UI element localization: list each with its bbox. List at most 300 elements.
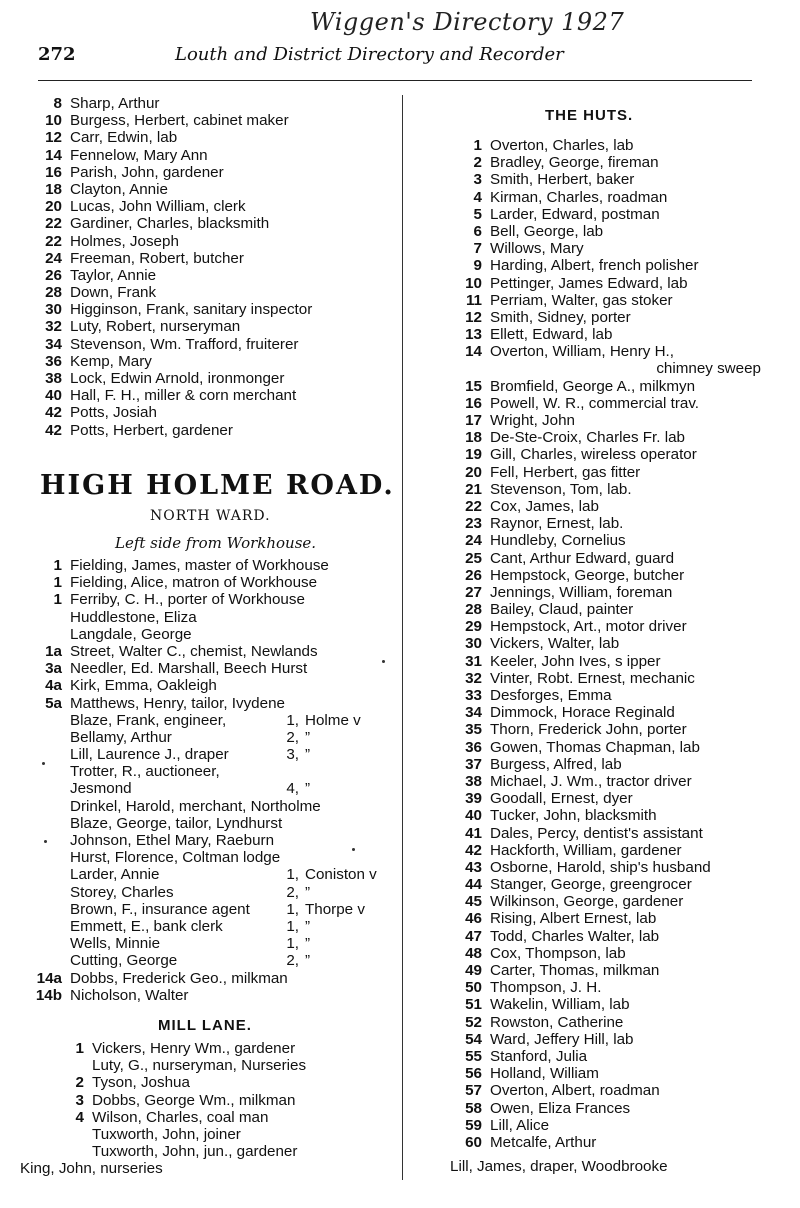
resident-name: Emmett, E., bank clerk (70, 917, 223, 935)
directory-entry (450, 309, 765, 326)
house-number: 45 (465, 893, 482, 911)
resident-name: Vinter, Robt. Ernest, mechanic (490, 669, 695, 687)
directory-entry (28, 832, 383, 849)
directory-entry (28, 918, 383, 935)
resident-name: Pettinger, James Edward, lab (490, 274, 688, 292)
house-number (28, 729, 70, 746)
directory-entry (450, 825, 765, 842)
directory-entry (28, 301, 388, 318)
resident-name: De-Ste-Croix, Charles Fr. lab (490, 429, 685, 447)
resident-name: Vickers, Henry Wm., gardener (92, 1040, 296, 1057)
header-rule (38, 80, 752, 81)
house-number: 20 (45, 198, 62, 216)
house-number: 16 (465, 394, 482, 412)
house-number: 2 (473, 154, 482, 172)
directory-entry (50, 1040, 390, 1057)
resident-with-house (70, 952, 383, 969)
resident-name: Ferriby, C. H., porter of Workhouse (70, 591, 305, 609)
resident-name: Stevenson, Tom, lab. (490, 480, 632, 498)
house-number (28, 918, 70, 935)
house-number (28, 746, 70, 763)
villa-name: Coniston v (305, 866, 377, 884)
house-number (28, 763, 70, 780)
house-number: 37 (465, 755, 482, 773)
house-number: 32 (465, 669, 482, 687)
directory-entry (28, 849, 383, 866)
resident-name: Hempstock, Art., motor driver (490, 618, 687, 636)
house-number: 21 (465, 480, 482, 498)
villa-number: 1, (286, 917, 299, 935)
print-speck (44, 840, 47, 843)
resident-name: Owen, Eliza Frances (490, 1099, 631, 1117)
house-number: 34 (465, 704, 482, 722)
directory-entry (450, 773, 765, 790)
resident-name: Tuxworth, John, jun., gardener (92, 1143, 298, 1161)
resident-name: Brown, F., insurance agent (70, 900, 250, 918)
directory-entry (450, 240, 765, 257)
directory-entry (450, 137, 765, 154)
directory-entry (28, 250, 388, 267)
print-speck (382, 660, 385, 663)
directory-entry (28, 215, 388, 232)
house-number: 52 (465, 1013, 482, 1031)
directory-entry (450, 618, 765, 635)
directory-entry (28, 609, 383, 626)
directory-entry (28, 798, 383, 815)
directory-entry (28, 763, 383, 780)
house-number (28, 901, 70, 918)
house-number: 7 (473, 240, 482, 258)
directory-entry (450, 670, 765, 687)
resident-name: Street, Walter C., chemist, Newlands (70, 642, 318, 660)
directory-entry (28, 574, 383, 591)
resident-name: Trotter, R., auctioneer, (70, 763, 220, 781)
house-number: 17 (465, 412, 482, 429)
resident-name: Wakelin, William, lab (490, 996, 630, 1014)
house-number: 19 (465, 446, 482, 464)
directory-entry (450, 343, 765, 360)
house-number (50, 1126, 92, 1143)
villa-name: Thorpe v (305, 900, 365, 918)
the-huts-last-entry: Lill, James, draper, Woodbrooke (450, 1158, 668, 1175)
resident-name: Overton, Charles, lab (490, 137, 634, 154)
directory-entry (28, 815, 383, 832)
house-number: 25 (465, 549, 482, 567)
directory-entry (450, 360, 765, 377)
villa-number: 1, (286, 900, 299, 918)
house-number: 1 (53, 574, 62, 592)
section-title-mill-lane: MILL LANE. (158, 1017, 252, 1034)
directory-entry (28, 112, 388, 129)
house-number: 38 (45, 370, 62, 387)
directory-entry (450, 223, 765, 240)
directory-entry (28, 164, 388, 181)
print-speck (352, 848, 355, 851)
section-title-the-huts: THE HUTS. (545, 107, 634, 124)
page-number: 272 (38, 44, 76, 65)
directory-entry (28, 677, 383, 694)
directory-entry (450, 257, 765, 274)
house-number: 2 (75, 1074, 84, 1092)
directory-entry (28, 729, 383, 746)
resident-name: Michael, J. Wm., tractor driver (490, 772, 692, 790)
directory-entry (450, 962, 765, 979)
directory-entry (28, 198, 388, 215)
resident-name: Down, Frank (70, 284, 157, 302)
resident-name: Lill, Laurence J., draper (70, 746, 229, 764)
resident-name: Lucas, John William, clerk (70, 198, 246, 216)
directory-entry (450, 292, 765, 309)
directory-entry (28, 780, 383, 797)
resident-name: Gill, Charles, wireless operator (490, 446, 697, 464)
directory-entry (450, 1134, 765, 1151)
house-number: 36 (465, 738, 482, 756)
resident-name: Stevenson, Wm. Trafford, fruiterer (70, 335, 299, 353)
resident-name: Hall, F. H., miller & corn merchant (70, 387, 297, 405)
resident-name: Fielding, James, master of Workhouse (70, 557, 329, 574)
villa-name: ” (305, 935, 311, 953)
directory-entry (28, 422, 388, 439)
resident-name: Huddlestone, Eliza (70, 608, 197, 626)
villa-number: 2, (286, 883, 299, 901)
house-number: 14a (36, 969, 62, 987)
directory-entry (28, 95, 388, 112)
villa-number: 3, (286, 746, 299, 764)
house-number: 16 (45, 163, 62, 181)
resident-name: Burgess, Alfred, lab (490, 755, 622, 773)
house-number (450, 360, 490, 377)
house-number: 27 (465, 583, 482, 601)
villa-name: ” (305, 952, 311, 970)
directory-entry (28, 866, 383, 883)
directory-entry (450, 807, 765, 824)
resident-name: Jesmond (70, 780, 132, 798)
resident-name: Taylor, Annie (70, 266, 157, 284)
house-number: 40 (45, 387, 62, 405)
house-number: 10 (45, 112, 62, 130)
house-number: 8 (53, 95, 62, 112)
directory-entry (450, 378, 765, 395)
resident-name: Cox, Thompson, lab (490, 944, 626, 962)
resident-name: Fell, Herbert, gas fitter (490, 463, 641, 481)
directory-entry (28, 952, 383, 969)
house-number: 1 (473, 137, 482, 154)
directory-entry (28, 970, 383, 987)
house-number: 24 (45, 249, 62, 267)
house-number: 30 (45, 301, 62, 319)
resident-name: Vickers, Walter, lab (490, 635, 620, 653)
resident-name: Keeler, John Ives, s ipper (490, 652, 661, 670)
house-number (28, 609, 70, 626)
house-number: 34 (45, 335, 62, 353)
house-number: 28 (45, 284, 62, 302)
resident-name: Parish, John, gardener (70, 163, 224, 181)
villa-number: 2, (286, 952, 299, 970)
house-number: 30 (465, 635, 482, 653)
directory-entry (450, 635, 765, 652)
house-number: 9 (473, 257, 482, 275)
directory-entry (28, 267, 388, 284)
resident-name: Kirman, Charles, roadman (490, 188, 668, 206)
house-number: 3 (473, 171, 482, 189)
resident-name: Lill, Alice (490, 1116, 550, 1134)
house-number: 51 (465, 996, 482, 1014)
directory-entry (28, 591, 383, 608)
resident-name: Ward, Jeffery Hill, lab (490, 1030, 634, 1048)
directory-entry (450, 790, 765, 807)
house-number: 12 (465, 308, 482, 326)
villa-name: ” (305, 746, 311, 764)
house-number: 44 (465, 876, 482, 894)
house-number: 33 (465, 687, 482, 704)
house-number: 18 (45, 180, 62, 198)
directory-entry (450, 326, 765, 343)
directory-entry (450, 910, 765, 927)
resident-name: Hurst, Florence, Coltman lodge (70, 849, 281, 867)
directory-entry (28, 626, 383, 643)
house-number: 1 (53, 591, 62, 609)
resident-name: King, John, nurseries (20, 1160, 163, 1178)
house-number: 43 (465, 858, 482, 876)
directory-entry (450, 601, 765, 618)
resident-name: Clayton, Annie (70, 180, 168, 198)
house-number: 32 (45, 318, 62, 336)
villa-name: ” (305, 780, 311, 798)
house-number: 4 (75, 1108, 84, 1126)
house-number: 1 (75, 1040, 84, 1057)
directory-entry (28, 129, 388, 146)
directory-entry (450, 842, 765, 859)
directory-entry (450, 945, 765, 962)
resident-name: Wells, Minnie (70, 935, 161, 953)
directory-entry (450, 189, 765, 206)
resident-name: Higginson, Frank, sanitary inspector (70, 301, 313, 319)
resident-with-house (70, 935, 383, 952)
resident-name: Holland, William (490, 1065, 599, 1083)
directory-entry (450, 1100, 765, 1117)
directory-entry (450, 756, 765, 773)
directory-entry (450, 1082, 765, 1099)
resident-name: Stanger, George, greengrocer (490, 876, 692, 894)
directory-entry (450, 1014, 765, 1031)
house-number: 26 (465, 566, 482, 584)
house-number: 14 (45, 146, 62, 164)
directory-entry (28, 901, 383, 918)
running-head: Louth and District Directory and Recorder (175, 44, 564, 65)
house-number: 14 (465, 343, 482, 361)
section-title-high-holme-road: HIGH HOLME ROAD. (40, 470, 395, 501)
house-number: 22 (45, 215, 62, 233)
directory-entry (450, 532, 765, 549)
resident-name: Burgess, Herbert, cabinet maker (70, 112, 289, 130)
resident-name: Stanford, Julia (490, 1047, 588, 1065)
directory-entry (450, 464, 765, 481)
directory-entry (450, 206, 765, 223)
resident-name: Potts, Josiah (70, 404, 157, 422)
house-number: 40 (465, 807, 482, 825)
directory-entry (450, 584, 765, 601)
directory-entry (450, 171, 765, 188)
directory-entry (450, 704, 765, 721)
directory-entry (28, 318, 388, 335)
directory-entry (50, 1057, 390, 1074)
resident-name: Harding, Albert, french polisher (490, 257, 699, 275)
house-number: 54 (465, 1030, 482, 1048)
house-number: 12 (45, 129, 62, 147)
house-number: 50 (465, 979, 482, 997)
directory-entry (28, 181, 388, 198)
directory-entry (450, 275, 765, 292)
house-number: 24 (465, 532, 482, 550)
house-number: 1 (53, 557, 62, 574)
resident-with-house (70, 729, 383, 746)
house-number: 4 (473, 188, 482, 206)
resident-name: Luty, Robert, nurseryman (70, 318, 241, 336)
resident-name: Gardiner, Charles, blacksmith (70, 215, 270, 233)
house-number: 42 (45, 404, 62, 422)
house-number: 6 (473, 222, 482, 240)
house-number: 56 (465, 1065, 482, 1083)
house-number: 60 (465, 1133, 482, 1151)
directory-entry (28, 746, 383, 763)
house-number: 46 (465, 910, 482, 928)
resident-name: Johnson, Ethel Mary, Raeburn (70, 832, 275, 849)
house-number: 49 (465, 962, 482, 979)
resident-name: Holmes, Joseph (70, 232, 179, 250)
resident-name: Powell, W. R., commercial trav. (490, 394, 700, 412)
resident-name: Tucker, John, blacksmith (490, 807, 657, 825)
house-number (28, 866, 70, 883)
house-number: 28 (465, 601, 482, 619)
resident-name: Tuxworth, John, joiner (92, 1125, 241, 1143)
directory-entry (450, 876, 765, 893)
directory-entry (450, 567, 765, 584)
directory-entry (28, 404, 388, 421)
resident-name: Kemp, Mary (70, 352, 152, 370)
resident-name: Dobbs, Frederick Geo., milkman (70, 969, 288, 987)
resident-name: Kirk, Emma, Oakleigh (70, 677, 217, 695)
house-number: 22 (45, 232, 62, 250)
resident-name: Hundleby, Cornelius (490, 532, 626, 550)
resident-with-house (70, 712, 383, 729)
house-number: 35 (465, 721, 482, 739)
resident-name: Bailey, Claud, painter (490, 601, 634, 619)
directory-entry (28, 336, 388, 353)
resident-name: Wilkinson, George, gardener (490, 893, 684, 911)
resident-name: Bromfield, George A., milkmyn (490, 377, 696, 395)
resident-name: Cox, James, lab (490, 497, 599, 515)
resident-name: Storey, Charles (70, 883, 174, 901)
high-holme-entry-list (28, 557, 383, 1004)
resident-name: Gowen, Thomas Chapman, lab (490, 738, 700, 756)
resident-name: Raynor, Ernest, lab. (490, 515, 624, 533)
directory-entry (450, 721, 765, 738)
handwritten-annotation: Wiggen's Directory 1927 (310, 8, 625, 36)
directory-entry (28, 643, 383, 660)
resident-name: Matthews, Henry, tailor, Ivydene (70, 694, 285, 712)
directory-entry (50, 1092, 390, 1109)
resident-name: Bell, George, lab (490, 222, 604, 240)
house-number: 39 (465, 790, 482, 808)
resident-name: Overton, Albert, roadman (490, 1082, 660, 1100)
resident-name: Rising, Albert Ernest, lab (490, 910, 657, 928)
resident-name: Todd, Charles Walter, lab (490, 927, 660, 945)
resident-name: Blaze, George, tailor, Lyndhurst (70, 814, 283, 832)
directory-entry (450, 893, 765, 910)
resident-name: Thorn, Frederick John, porter (490, 721, 687, 739)
directory-entry (450, 395, 765, 412)
house-number: 41 (465, 824, 482, 842)
resident-name: Dales, Percy, dentist's assistant (490, 824, 703, 842)
directory-entry (450, 739, 765, 756)
resident-name: Nicholson, Walter (70, 986, 189, 1004)
left-top-entry-list (28, 95, 388, 439)
directory-entry (450, 498, 765, 515)
resident-name: Desforges, Emma (490, 687, 612, 704)
house-number (50, 1143, 92, 1160)
resident-name: Smith, Sidney, porter (490, 308, 631, 326)
resident-name: Freeman, Robert, butcher (70, 249, 244, 267)
house-number (28, 626, 70, 643)
directory-entry (450, 1117, 765, 1134)
resident-name: Rowston, Catherine (490, 1013, 624, 1031)
resident-name: Willows, Mary (490, 240, 584, 258)
villa-number: 2, (286, 728, 299, 746)
resident-name: Carr, Edwin, lab (70, 129, 178, 147)
resident-name: Lock, Edwin Arnold, ironmonger (70, 370, 285, 387)
villa-number: 4, (286, 780, 299, 798)
house-number: 4a (45, 677, 62, 695)
mill-lane-entry-list (20, 1040, 390, 1178)
house-number: 13 (465, 326, 482, 344)
house-number: 5a (45, 694, 62, 712)
the-huts-entry-list (450, 137, 765, 1151)
resident-name: Dobbs, George Wm., milkman (92, 1091, 296, 1109)
directory-entry (450, 154, 765, 171)
resident-name: Hackforth, William, gardener (490, 841, 682, 859)
resident-name: Tyson, Joshua (92, 1074, 190, 1092)
directory-entry (50, 1109, 390, 1126)
house-number: 58 (465, 1099, 482, 1117)
column-divider (402, 95, 403, 1180)
directory-entry (28, 353, 388, 370)
house-number: 11 (465, 291, 482, 309)
house-number: 20 (465, 463, 482, 481)
house-number (28, 849, 70, 866)
house-number (28, 832, 70, 849)
villa-number: 1, (286, 866, 299, 884)
house-number (28, 952, 70, 969)
directory-entry (450, 859, 765, 876)
resident-name: Luty, G., nurseryman, Nurseries (92, 1057, 307, 1075)
directory-entry (50, 1074, 390, 1091)
resident-name: Fielding, Alice, matron of Workhouse (70, 574, 318, 592)
directory-entry (28, 557, 383, 574)
side-label: Left side from Workhouse. (115, 534, 317, 552)
directory-entry (450, 979, 765, 996)
directory-entry (28, 712, 383, 729)
directory-entry (20, 1160, 390, 1177)
directory-entry (28, 695, 383, 712)
resident-name: Thompson, J. H. (490, 979, 602, 997)
house-number: 3 (75, 1091, 84, 1109)
resident-name: Drinkel, Harold, merchant, Northolme (70, 797, 321, 815)
resident-name: Carter, Thomas, milkman (490, 962, 660, 979)
resident-with-house (70, 901, 383, 918)
house-number: 42 (45, 421, 62, 439)
villa-name: ” (305, 883, 311, 901)
resident-name: Perriam, Walter, gas stoker (490, 291, 673, 309)
